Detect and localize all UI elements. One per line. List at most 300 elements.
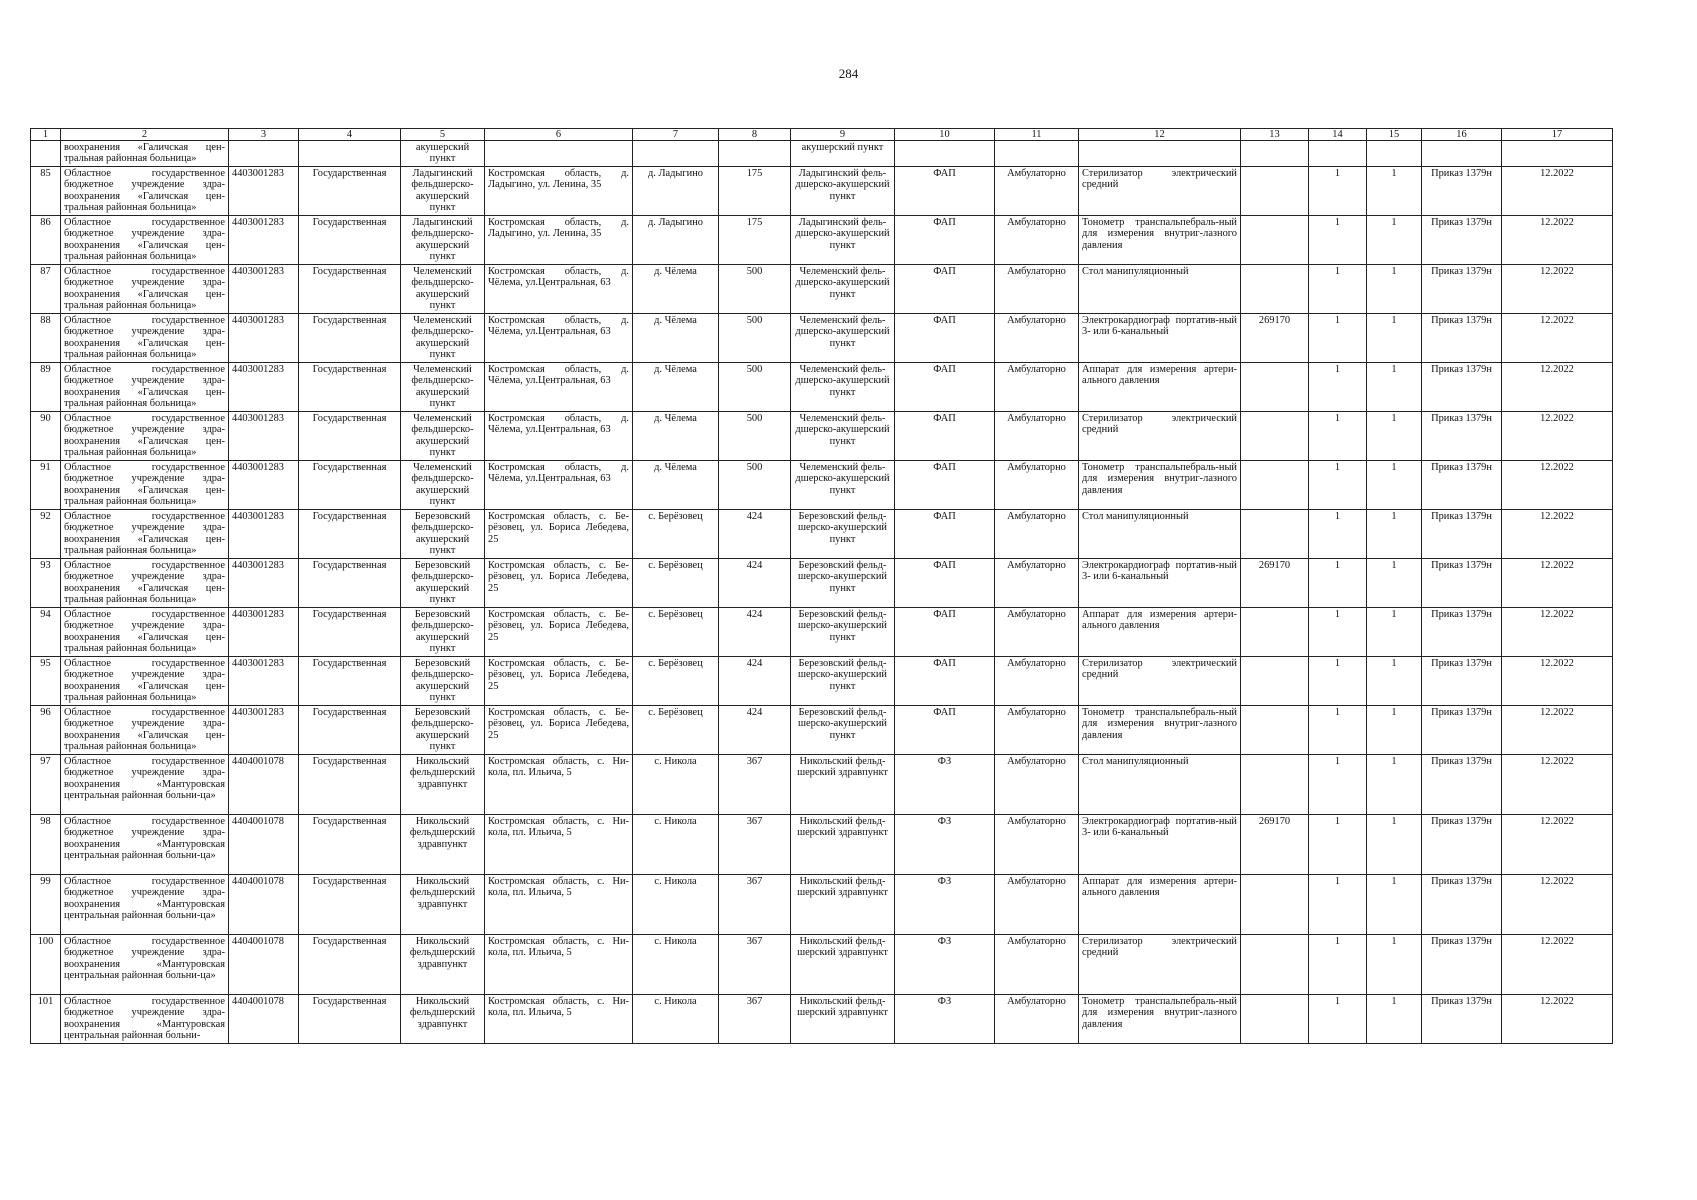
cell-basis: Приказ 1379н — [1422, 559, 1502, 608]
cell-code: 269170 — [1241, 559, 1309, 608]
cell-unit: Челеменский фельдшерско-акушерский пункт — [401, 265, 485, 314]
cell-unit: акушерский пункт — [401, 141, 485, 167]
cell-qty-needed: 1 — [1309, 995, 1367, 1044]
column-number-row — [31, 129, 1613, 141]
cell-row-number: 88 — [31, 314, 61, 363]
cell-unit: Никольский фельдшерский здравпункт — [401, 815, 485, 875]
cell-care-form: Амбулаторно — [995, 461, 1079, 510]
cell-inn: 4403001283 — [229, 657, 299, 706]
cell-basis: Приказ 1379н — [1422, 995, 1502, 1044]
cell-inn: 4403001283 — [229, 167, 299, 216]
cell-institution: Областное государственное бюджетное учреждение здра-воохранения «Галичская цен-тральная районная больница» — [61, 363, 229, 412]
cell — [1502, 141, 1613, 167]
cell-row-number: 99 — [31, 875, 61, 935]
table-row — [31, 657, 1613, 706]
cell — [31, 141, 61, 167]
cell-ownership: Государственная — [299, 412, 401, 461]
cell-address: Костромская область, д. Чёлема, ул.Центральная, 63 — [485, 265, 633, 314]
cell-care-form: Амбулаторно — [995, 706, 1079, 755]
cell-qty-planned: 1 — [1367, 755, 1422, 815]
cell-equipment: Стерилизатор электрический средний — [1079, 412, 1241, 461]
cell-row-number: 85 — [31, 167, 61, 216]
cell-unit: Ладыгинский фельдшерско-акушерский пункт — [401, 216, 485, 265]
table-row — [31, 510, 1613, 559]
cell-equipment: Тонометр транспальпебраль-ный для измерения внутриг-лазного давления — [1079, 995, 1241, 1044]
cell-qty-planned: 1 — [1367, 314, 1422, 363]
cell-unit-name: Челеменский фель-дшерско-акушерский пункт — [791, 363, 895, 412]
cell — [633, 141, 719, 167]
cell-unit: Челеменский фельдшерско-акушерский пункт — [401, 461, 485, 510]
cell-code — [1241, 216, 1309, 265]
cell-ownership: Государственная — [299, 216, 401, 265]
cell-qty-planned: 1 — [1367, 657, 1422, 706]
cell-basis: Приказ 1379н — [1422, 510, 1502, 559]
cell-unit-name: Никольский фельд-шерский здравпункт — [791, 815, 895, 875]
cell — [229, 141, 299, 167]
cell-unit-name: Никольский фельд-шерский здравпункт — [791, 995, 895, 1044]
cell-date: 12.2022 — [1502, 314, 1613, 363]
cell-qty-needed: 1 — [1309, 608, 1367, 657]
cell-settlement: с. Никола — [633, 815, 719, 875]
cell-ownership: Государственная — [299, 559, 401, 608]
cell-inn: 4403001283 — [229, 265, 299, 314]
cell-inn: 4404001078 — [229, 875, 299, 935]
column-header: 15 — [1367, 129, 1422, 141]
cell-equipment: Электрокардиограф портатив-ный 3- или 6-канальный — [1079, 559, 1241, 608]
cell-basis: Приказ 1379н — [1422, 608, 1502, 657]
cell-row-number: 98 — [31, 815, 61, 875]
cell-settlement: с. Никола — [633, 875, 719, 935]
cell-ownership: Государственная — [299, 363, 401, 412]
cell-basis: Приказ 1379н — [1422, 461, 1502, 510]
cell-inn: 4403001283 — [229, 216, 299, 265]
cell-inn: 4403001283 — [229, 412, 299, 461]
cell-row-number: 89 — [31, 363, 61, 412]
cell-address: Костромская область, с. Бе-рёзовец, ул. Бориса Лебедева, 25 — [485, 510, 633, 559]
cell-unit-type: ФАП — [895, 363, 995, 412]
cell-date: 12.2022 — [1502, 265, 1613, 314]
cell-code: 269170 — [1241, 314, 1309, 363]
cell-code — [1241, 461, 1309, 510]
cell-basis: Приказ 1379н — [1422, 265, 1502, 314]
cell-qty-needed: 1 — [1309, 461, 1367, 510]
cell-population: 424 — [719, 657, 791, 706]
cell-institution: воохранения «Галичская цен-тральная районная больница» — [61, 141, 229, 167]
cell-equipment: Тонометр транспальпебраль-ный для измерения внутриг-лазного давления — [1079, 216, 1241, 265]
column-header: 6 — [485, 129, 633, 141]
cell-qty-needed: 1 — [1309, 657, 1367, 706]
cell-unit-name: Никольский фельд-шерский здравпункт — [791, 755, 895, 815]
cell-settlement: д. Чёлема — [633, 265, 719, 314]
column-header: 3 — [229, 129, 299, 141]
cell-population: 500 — [719, 461, 791, 510]
cell-ownership: Государственная — [299, 265, 401, 314]
cell-care-form: Амбулаторно — [995, 559, 1079, 608]
cell-address: Костромская область, с. Бе-рёзовец, ул. Бориса Лебедева, 25 — [485, 608, 633, 657]
cell-unit-name: Березовский фельд-шерско-акушерский пункт — [791, 706, 895, 755]
cell-population: 367 — [719, 935, 791, 995]
cell-ownership: Государственная — [299, 935, 401, 995]
cell-address: Костромская область, д. Ладыгино, ул. Ленина, 35 — [485, 167, 633, 216]
cell-equipment: Электрокардиограф портатив-ный 3- или 6-канальный — [1079, 815, 1241, 875]
cell — [1079, 141, 1241, 167]
cell-date: 12.2022 — [1502, 510, 1613, 559]
cell-institution: Областное государственное бюджетное учреждение здра-воохранения «Галичская цен-тральная районная больница» — [61, 510, 229, 559]
continuation-row — [31, 141, 1613, 167]
cell-code — [1241, 875, 1309, 935]
cell-care-form: Амбулаторно — [995, 167, 1079, 216]
cell-unit-type: ФАП — [895, 412, 995, 461]
cell-unit: Челеменский фельдшерско-акушерский пункт — [401, 412, 485, 461]
cell-equipment: Стерилизатор электрический средний — [1079, 935, 1241, 995]
table-row — [31, 935, 1613, 995]
table-row — [31, 167, 1613, 216]
cell-row-number: 97 — [31, 755, 61, 815]
cell-institution: Областное государственное бюджетное учреждение здра-воохранения «Галичская цен-тральная районная больница» — [61, 314, 229, 363]
cell-address: Костромская область, д. Чёлема, ул.Центральная, 63 — [485, 363, 633, 412]
cell-qty-planned: 1 — [1367, 935, 1422, 995]
cell-unit-name: Челеменский фель-дшерско-акушерский пункт — [791, 412, 895, 461]
cell-population: 424 — [719, 559, 791, 608]
cell-code — [1241, 265, 1309, 314]
table-row — [31, 412, 1613, 461]
cell-ownership: Государственная — [299, 995, 401, 1044]
cell-basis: Приказ 1379н — [1422, 167, 1502, 216]
cell-qty-planned: 1 — [1367, 265, 1422, 314]
cell-settlement: д. Чёлема — [633, 461, 719, 510]
cell-ownership: Государственная — [299, 706, 401, 755]
cell-settlement: д. Чёлема — [633, 314, 719, 363]
cell-population: 424 — [719, 706, 791, 755]
table-row — [31, 875, 1613, 935]
column-header: 2 — [61, 129, 229, 141]
cell-row-number: 86 — [31, 216, 61, 265]
cell-population: 367 — [719, 875, 791, 935]
cell-row-number: 101 — [31, 995, 61, 1044]
cell-unit-type: ФАП — [895, 608, 995, 657]
cell-institution: Областное государственное бюджетное учреждение здра-воохранения «Галичская цен-тральная районная больница» — [61, 559, 229, 608]
cell-settlement: с. Никола — [633, 755, 719, 815]
cell-unit-type: ФАП — [895, 216, 995, 265]
cell-qty-needed: 1 — [1309, 167, 1367, 216]
cell-qty-planned: 1 — [1367, 510, 1422, 559]
column-header: 8 — [719, 129, 791, 141]
cell-row-number: 100 — [31, 935, 61, 995]
cell-ownership: Государственная — [299, 755, 401, 815]
cell-date: 12.2022 — [1502, 412, 1613, 461]
cell-population: 500 — [719, 314, 791, 363]
column-header: 9 — [791, 129, 895, 141]
table-row — [31, 815, 1613, 875]
cell-equipment: Аппарат для измерения артери-ального давления — [1079, 875, 1241, 935]
cell-ownership: Государственная — [299, 461, 401, 510]
cell-unit-type: ФЗ — [895, 815, 995, 875]
cell-unit: Никольский фельдшерский здравпункт — [401, 755, 485, 815]
column-header: 16 — [1422, 129, 1502, 141]
cell-qty-needed: 1 — [1309, 755, 1367, 815]
cell-unit: Челеменский фельдшерско-акушерский пункт — [401, 314, 485, 363]
column-header: 12 — [1079, 129, 1241, 141]
cell-code — [1241, 995, 1309, 1044]
cell-institution: Областное государственное бюджетное учреждение здра-воохранения «Галичская цен-тральная районная больница» — [61, 265, 229, 314]
column-header: 10 — [895, 129, 995, 141]
cell-qty-needed: 1 — [1309, 216, 1367, 265]
cell-qty-planned: 1 — [1367, 875, 1422, 935]
cell-date: 12.2022 — [1502, 706, 1613, 755]
cell-unit-type: ФАП — [895, 706, 995, 755]
cell-institution: Областное государственное бюджетное учреждение здра-воохранения «Галичская цен-тральная районная больница» — [61, 706, 229, 755]
cell-equipment: Стол манипуляционный — [1079, 265, 1241, 314]
cell-code — [1241, 412, 1309, 461]
cell-equipment: Тонометр транспальпебраль-ный для измерения внутриг-лазного давления — [1079, 706, 1241, 755]
cell-basis: Приказ 1379н — [1422, 875, 1502, 935]
cell — [1309, 141, 1367, 167]
cell-address: Костромская область, с. Бе-рёзовец, ул. Бориса Лебедева, 25 — [485, 706, 633, 755]
cell-equipment: Стерилизатор электрический средний — [1079, 657, 1241, 706]
table-row — [31, 559, 1613, 608]
cell-unit-type: ФАП — [895, 314, 995, 363]
column-header: 14 — [1309, 129, 1367, 141]
cell-code — [1241, 608, 1309, 657]
cell-inn: 4403001283 — [229, 559, 299, 608]
cell-date: 12.2022 — [1502, 363, 1613, 412]
cell-qty-planned: 1 — [1367, 608, 1422, 657]
cell-qty-planned: 1 — [1367, 167, 1422, 216]
cell-institution: Областное государственное бюджетное учреждение здра-воохранения «Галичская цен-тральная районная больница» — [61, 608, 229, 657]
cell-equipment: Стол манипуляционный — [1079, 755, 1241, 815]
cell — [1367, 141, 1422, 167]
table-row — [31, 995, 1613, 1044]
column-header: 17 — [1502, 129, 1613, 141]
cell-equipment: Аппарат для измерения артери-ального давления — [1079, 608, 1241, 657]
cell-unit: Березовский фельдшерско-акушерский пункт — [401, 608, 485, 657]
cell-ownership: Государственная — [299, 608, 401, 657]
cell-code — [1241, 935, 1309, 995]
cell-code: 269170 — [1241, 815, 1309, 875]
cell-population: 500 — [719, 265, 791, 314]
table-row — [31, 461, 1613, 510]
cell-unit-name: Челеменский фель-дшерско-акушерский пункт — [791, 265, 895, 314]
cell-unit-type: ФЗ — [895, 875, 995, 935]
table-row — [31, 314, 1613, 363]
cell-date: 12.2022 — [1502, 559, 1613, 608]
cell — [895, 141, 995, 167]
cell-unit-name: Березовский фельд-шерско-акушерский пункт — [791, 657, 895, 706]
cell-institution: Областное государственное бюджетное учреждение здра-воохранения «Мантуровская центральная районная больни- — [61, 995, 229, 1044]
cell-address: Костромская область, с. Ни-кола, пл. Ильича, 5 — [485, 935, 633, 995]
cell-code — [1241, 363, 1309, 412]
cell-inn: 4403001283 — [229, 510, 299, 559]
cell-care-form: Амбулаторно — [995, 265, 1079, 314]
cell-date: 12.2022 — [1502, 167, 1613, 216]
cell-care-form: Амбулаторно — [995, 755, 1079, 815]
cell-row-number: 96 — [31, 706, 61, 755]
cell-basis: Приказ 1379н — [1422, 815, 1502, 875]
cell-institution: Областное государственное бюджетное учреждение здра-воохранения «Мантуровская центральная районная больни-ца» — [61, 815, 229, 875]
column-header: 11 — [995, 129, 1079, 141]
cell-inn: 4404001078 — [229, 935, 299, 995]
cell-code — [1241, 755, 1309, 815]
cell-unit-type: ФЗ — [895, 755, 995, 815]
cell-settlement: с. Берёзовец — [633, 608, 719, 657]
cell-institution: Областное государственное бюджетное учреждение здра-воохранения «Галичская цен-тральная районная больница» — [61, 461, 229, 510]
cell-address: Костромская область, с. Ни-кола, пл. Ильича, 5 — [485, 995, 633, 1044]
cell-basis: Приказ 1379н — [1422, 412, 1502, 461]
cell-basis: Приказ 1379н — [1422, 706, 1502, 755]
cell-ownership: Государственная — [299, 875, 401, 935]
cell-qty-planned: 1 — [1367, 706, 1422, 755]
table-row — [31, 216, 1613, 265]
cell-population: 175 — [719, 167, 791, 216]
cell-population: 500 — [719, 412, 791, 461]
cell-settlement: д. Ладыгино — [633, 167, 719, 216]
cell-population: 175 — [719, 216, 791, 265]
cell-ownership: Государственная — [299, 167, 401, 216]
table-row — [31, 265, 1613, 314]
cell-unit-type: ФАП — [895, 559, 995, 608]
cell-unit-name: Никольский фельд-шерский здравпункт — [791, 875, 895, 935]
page-number: 284 — [838, 66, 859, 81]
cell-settlement: с. Берёзовец — [633, 510, 719, 559]
cell — [1241, 141, 1309, 167]
cell-unit: Березовский фельдшерско-акушерский пункт — [401, 510, 485, 559]
cell-unit-type: ФАП — [895, 657, 995, 706]
cell-basis: Приказ 1379н — [1422, 657, 1502, 706]
cell-unit: Челеменский фельдшерско-акушерский пункт — [401, 363, 485, 412]
cell-row-number: 87 — [31, 265, 61, 314]
cell-institution: Областное государственное бюджетное учреждение здра-воохранения «Галичская цен-тральная районная больница» — [61, 412, 229, 461]
cell-ownership: Государственная — [299, 815, 401, 875]
cell-address: Костромская область, с. Бе-рёзовец, ул. Бориса Лебедева, 25 — [485, 559, 633, 608]
cell-unit: Никольский фельдшерский здравпункт — [401, 995, 485, 1044]
cell-code — [1241, 167, 1309, 216]
cell-basis: Приказ 1379н — [1422, 314, 1502, 363]
cell-inn: 4403001283 — [229, 363, 299, 412]
cell-address: Костромская область, д. Чёлема, ул.Центральная, 63 — [485, 412, 633, 461]
cell-date: 12.2022 — [1502, 216, 1613, 265]
cell-address: Костромская область, д. Чёлема, ул.Центральная, 63 — [485, 461, 633, 510]
cell-qty-needed: 1 — [1309, 510, 1367, 559]
column-header: 1 — [31, 129, 61, 141]
cell-row-number: 95 — [31, 657, 61, 706]
table-row — [31, 363, 1613, 412]
cell-ownership: Государственная — [299, 657, 401, 706]
cell-qty-planned: 1 — [1367, 815, 1422, 875]
cell-date: 12.2022 — [1502, 657, 1613, 706]
cell-population: 367 — [719, 995, 791, 1044]
cell-settlement: с. Берёзовец — [633, 657, 719, 706]
cell-unit-name: акушерский пункт — [791, 141, 895, 167]
cell-settlement: с. Берёзовец — [633, 706, 719, 755]
cell-population: 367 — [719, 755, 791, 815]
cell-institution: Областное государственное бюджетное учреждение здра-воохранения «Мантуровская центральная районная больни-ца» — [61, 755, 229, 815]
table-row — [31, 706, 1613, 755]
cell-institution: Областное государственное бюджетное учреждение здра-воохранения «Мантуровская центральная районная больни-ца» — [61, 875, 229, 935]
cell-care-form: Амбулаторно — [995, 995, 1079, 1044]
cell-unit-type: ФЗ — [895, 995, 995, 1044]
cell-institution: Областное государственное бюджетное учреждение здра-воохранения «Галичская цен-тральная районная больница» — [61, 216, 229, 265]
cell-qty-needed: 1 — [1309, 363, 1367, 412]
cell-unit-name: Березовский фельд-шерско-акушерский пункт — [791, 559, 895, 608]
cell — [299, 141, 401, 167]
cell-unit-name: Никольский фельд-шерский здравпункт — [791, 935, 895, 995]
cell-care-form: Амбулаторно — [995, 510, 1079, 559]
cell-unit-type: ФАП — [895, 265, 995, 314]
cell-qty-planned: 1 — [1367, 995, 1422, 1044]
cell-care-form: Амбулаторно — [995, 412, 1079, 461]
column-header: 7 — [633, 129, 719, 141]
cell-qty-needed: 1 — [1309, 875, 1367, 935]
cell-qty-needed: 1 — [1309, 935, 1367, 995]
cell-unit: Никольский фельдшерский здравпункт — [401, 935, 485, 995]
cell-equipment: Аппарат для измерения артери-ального давления — [1079, 363, 1241, 412]
cell-population: 424 — [719, 608, 791, 657]
cell-settlement: д. Ладыгино — [633, 216, 719, 265]
cell-unit: Березовский фельдшерско-акушерский пункт — [401, 657, 485, 706]
cell-address: Костромская область, с. Ни-кола, пл. Ильича, 5 — [485, 755, 633, 815]
cell-qty-planned: 1 — [1367, 559, 1422, 608]
cell-address: Костромская область, д. Ладыгино, ул. Ленина, 35 — [485, 216, 633, 265]
table-body — [31, 141, 1613, 1044]
cell-qty-needed: 1 — [1309, 815, 1367, 875]
cell-unit-type: ФАП — [895, 461, 995, 510]
cell — [995, 141, 1079, 167]
cell-inn: 4403001283 — [229, 461, 299, 510]
cell-date: 12.2022 — [1502, 935, 1613, 995]
cell-care-form: Амбулаторно — [995, 363, 1079, 412]
cell-qty-needed: 1 — [1309, 314, 1367, 363]
cell-code — [1241, 706, 1309, 755]
cell-unit: Березовский фельдшерско-акушерский пункт — [401, 559, 485, 608]
cell-qty-planned: 1 — [1367, 216, 1422, 265]
cell — [1422, 141, 1502, 167]
cell-care-form: Амбулаторно — [995, 935, 1079, 995]
cell-unit-name: Челеменский фель-дшерско-акушерский пункт — [791, 314, 895, 363]
cell-institution: Областное государственное бюджетное учреждение здра-воохранения «Галичская цен-тральная районная больница» — [61, 657, 229, 706]
cell-qty-needed: 1 — [1309, 412, 1367, 461]
cell-equipment: Стерилизатор электрический средний — [1079, 167, 1241, 216]
cell-care-form: Амбулаторно — [995, 216, 1079, 265]
cell-basis: Приказ 1379н — [1422, 216, 1502, 265]
column-header: 5 — [401, 129, 485, 141]
table-row — [31, 755, 1613, 815]
cell — [719, 141, 791, 167]
cell — [485, 141, 633, 167]
cell-address: Костромская область, с. Ни-кола, пл. Ильича, 5 — [485, 815, 633, 875]
cell-care-form: Амбулаторно — [995, 875, 1079, 935]
cell-unit-type: ФАП — [895, 510, 995, 559]
cell-qty-planned: 1 — [1367, 461, 1422, 510]
cell-unit-name: Ладыгинский фель-дшерско-акушерский пункт — [791, 167, 895, 216]
cell-settlement: с. Никола — [633, 935, 719, 995]
table-row — [31, 608, 1613, 657]
cell-population: 500 — [719, 363, 791, 412]
cell-basis: Приказ 1379н — [1422, 755, 1502, 815]
cell-institution: Областное государственное бюджетное учреждение здра-воохранения «Мантуровская центральная районная больни-ца» — [61, 935, 229, 995]
cell-inn: 4403001283 — [229, 706, 299, 755]
cell-care-form: Амбулаторно — [995, 657, 1079, 706]
cell-qty-planned: 1 — [1367, 363, 1422, 412]
cell-address: Костромская область, с. Бе-рёзовец, ул. Бориса Лебедева, 25 — [485, 657, 633, 706]
cell-row-number: 93 — [31, 559, 61, 608]
cell-qty-needed: 1 — [1309, 559, 1367, 608]
cell-inn: 4404001078 — [229, 815, 299, 875]
cell-settlement: д. Чёлема — [633, 412, 719, 461]
column-header: 4 — [299, 129, 401, 141]
cell-care-form: Амбулаторно — [995, 608, 1079, 657]
cell-unit: Никольский фельдшерский здравпункт — [401, 875, 485, 935]
cell-code — [1241, 510, 1309, 559]
